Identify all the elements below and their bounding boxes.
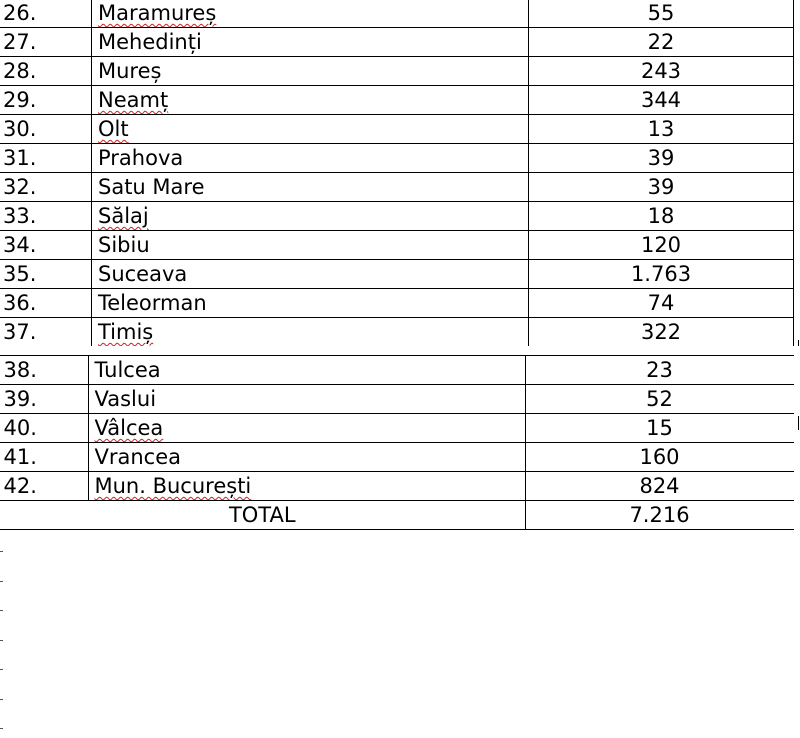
county-name: Mehedinți — [92, 28, 529, 57]
county-value: 824 — [525, 472, 794, 501]
county-value: 23 — [525, 356, 794, 385]
county-name: Neamț — [98, 88, 169, 112]
table-row — [0, 115, 794, 144]
county-value: 52 — [525, 385, 794, 414]
county-value: 39 — [529, 173, 794, 202]
county-value: 15 — [525, 414, 794, 443]
margin-tick — [0, 640, 3, 641]
row-number: 33. — [0, 202, 92, 231]
county-value: 1.763 — [529, 260, 794, 289]
county-value: 13 — [529, 115, 794, 144]
table-row — [0, 173, 794, 202]
table-row — [0, 28, 794, 57]
county-name: Teleorman — [92, 289, 529, 318]
row-number: 42. — [0, 472, 88, 501]
total-row — [0, 501, 794, 530]
row-number: 32. — [0, 173, 92, 202]
row-number: 40. — [0, 414, 88, 443]
county-value: 18 — [529, 202, 794, 231]
county-name: Mureș — [92, 57, 529, 86]
row-number: 35. — [0, 260, 92, 289]
table-edge-mark — [798, 416, 799, 430]
row-number: 38. — [0, 356, 88, 385]
table-row — [0, 231, 794, 260]
county-name: Vâlcea — [94, 416, 164, 440]
county-name: Olt — [98, 117, 129, 141]
county-name: Tulcea — [88, 356, 525, 385]
row-number: 26. — [0, 0, 92, 28]
table-row — [0, 86, 794, 115]
table-row — [0, 385, 794, 414]
county-value: 22 — [529, 28, 794, 57]
row-number: 34. — [0, 231, 92, 260]
margin-tick — [0, 669, 3, 670]
margin-tick — [0, 610, 3, 611]
margin-tick — [0, 581, 3, 582]
county-name: Maramureș — [98, 1, 217, 25]
row-number: 37. — [0, 318, 92, 347]
table-row — [0, 289, 794, 318]
county-name: Vaslui — [88, 385, 525, 414]
county-value: 344 — [529, 86, 794, 115]
county-value: 39 — [529, 144, 794, 173]
total-label: TOTAL — [0, 501, 525, 530]
county-table-part-2 — [0, 355, 794, 530]
county-name: Mun. București — [94, 474, 252, 498]
row-number: 31. — [0, 144, 92, 173]
row-number: 28. — [0, 57, 92, 86]
county-value: 55 — [529, 0, 794, 28]
row-number: 27. — [0, 28, 92, 57]
county-value: 74 — [529, 289, 794, 318]
row-number: 29. — [0, 86, 92, 115]
margin-tick — [0, 699, 3, 700]
county-value: 243 — [529, 57, 794, 86]
table-edge-mark — [798, 340, 799, 346]
county-name: Timiș — [98, 320, 154, 344]
county-table-part-1 — [0, 0, 794, 346]
county-value: 160 — [525, 443, 794, 472]
county-name: Suceava — [92, 260, 529, 289]
table-row — [0, 443, 794, 472]
table-row — [0, 414, 794, 443]
row-number: 36. — [0, 289, 92, 318]
county-value: 322 — [529, 318, 794, 347]
county-name: Sibiu — [92, 231, 529, 260]
margin-tick — [0, 551, 3, 552]
table-row — [0, 318, 794, 347]
table-row — [0, 0, 794, 28]
county-name: Satu Mare — [92, 173, 529, 202]
table-row — [0, 202, 794, 231]
county-name: Prahova — [92, 144, 529, 173]
table-row — [0, 472, 794, 501]
table-row — [0, 57, 794, 86]
county-name: Vrancea — [88, 443, 525, 472]
table-row — [0, 144, 794, 173]
county-value: 120 — [529, 231, 794, 260]
margin-tick — [0, 728, 3, 729]
row-number: 41. — [0, 443, 88, 472]
row-number: 30. — [0, 115, 92, 144]
row-number: 39. — [0, 385, 88, 414]
table-row — [0, 260, 794, 289]
table-row — [0, 356, 794, 385]
county-name: Sălaj — [98, 204, 149, 228]
total-value: 7.216 — [525, 501, 794, 530]
